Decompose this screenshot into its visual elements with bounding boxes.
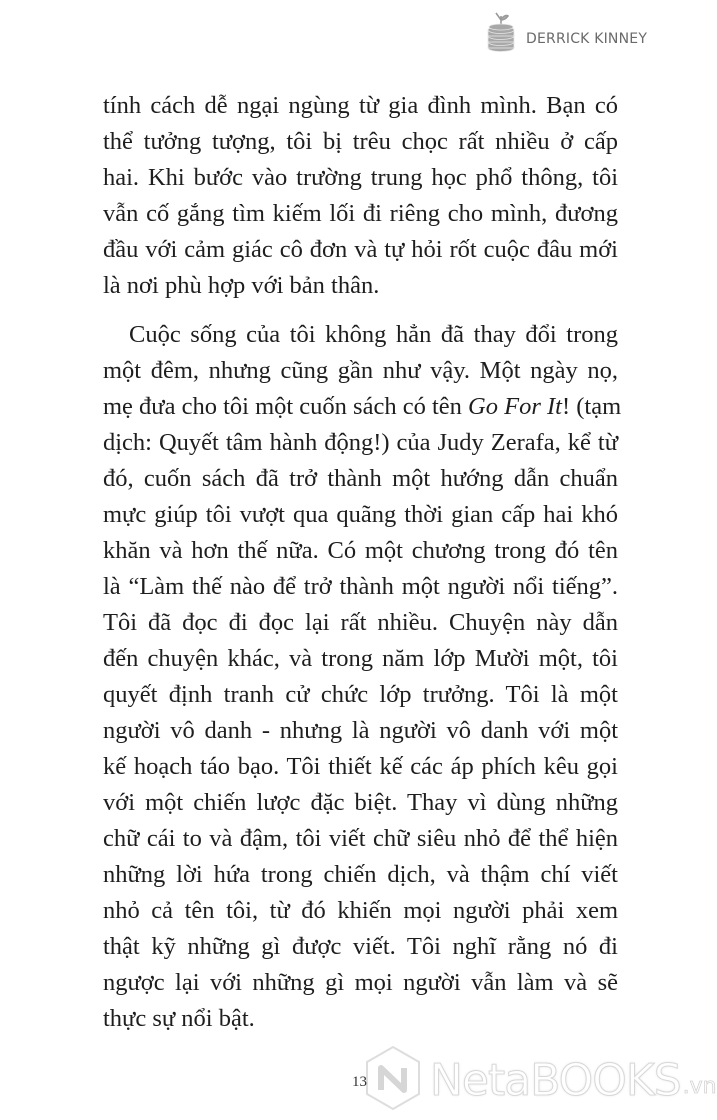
text-line: Tôi đã đọc đi đọc lại rất nhiều. Chuyện này dẫn <box>103 609 618 636</box>
watermark-brand: NetaBOOKS <box>430 1055 681 1106</box>
text-segment: ! (tạm <box>561 393 622 420</box>
text-line: đó, cuốn sách đã trở thành một hướng dẫn chuẩn <box>103 465 618 492</box>
text-line <box>103 389 622 425</box>
text-line: mực giúp tôi vượt qua quãng thời gian cấp hai khó <box>103 501 618 528</box>
watermark-suffix: .vn <box>682 1074 717 1099</box>
author-name: DERRICK KINNEY <box>526 31 648 47</box>
text-line: người vô danh - nhưng là người vô danh với một <box>103 717 618 744</box>
page-number: 13 <box>352 1074 367 1090</box>
text-segment: mẹ đưa cho tôi một cuốn sách có tên <box>103 393 469 420</box>
text-line: thật kỹ những gì được viết. Tôi nghĩ rằng nó đi <box>103 933 618 960</box>
page-body <box>103 88 622 1037</box>
text-line: chữ cái to và đậm, tôi viết chữ siêu nhỏ để thể hiện <box>103 825 618 852</box>
text-line: thể tưởng tượng, tôi bị trêu chọc rất nhiều ở cấp <box>103 128 618 155</box>
text-line: dịch: Quyết tâm hành động!) của Judy Zerafa, kể từ <box>103 429 618 456</box>
text-line: là “Làm thế nào để trở thành một người nổi tiếng”. <box>103 573 618 600</box>
text-line: kế hoạch táo bạo. Tôi thiết kế các áp phích kêu gọi <box>103 753 618 780</box>
text-line: khăn và hơn thế nữa. Có một chương trong đó tên <box>103 537 618 564</box>
coin-stack-sprout-icon <box>486 10 516 52</box>
text-line: ngược lại với những gì mọi người vẫn làm và sẽ <box>103 969 618 996</box>
paragraph-1 <box>103 88 618 304</box>
text-line: một đêm, nhưng cũng gần như vậy. Một ngày nọ, <box>103 357 618 384</box>
paragraph-2 <box>103 317 622 1037</box>
netabooks-watermark <box>364 1044 717 1117</box>
running-header <box>486 6 647 52</box>
text-line: là nơi phù hợp với bản thân. <box>103 272 380 299</box>
netabooks-logo-icon <box>364 1044 422 1117</box>
text-line: thực sự nổi bật. <box>103 1005 255 1032</box>
text-line: nhỏ cả tên tôi, từ đó khiến mọi người phải xem <box>103 897 618 924</box>
text-line: những lời hứa trong chiến dịch, và thậm chí viết <box>103 861 618 888</box>
book-title: Go For It <box>468 393 562 420</box>
text-line: đầu với cảm giác cô đơn và tự hỏi rốt cuộc đâu mới <box>103 236 618 263</box>
text-line: Cuộc sống của tôi không hẳn đã thay đổi trong <box>129 321 618 348</box>
text-line: tính cách dễ ngại ngùng từ gia đình mình. Bạn có <box>103 92 618 119</box>
text-line: quyết định tranh cử chức lớp trưởng. Tôi là một <box>103 681 618 708</box>
text-line: với một chiến lược đặc biệt. Thay vì dùng những <box>103 789 618 816</box>
text-line: đến chuyện khác, và trong năm lớp Mười một, tôi <box>103 645 618 672</box>
text-line: hai. Khi bước vào trường trung học phổ thông, tôi <box>103 164 618 191</box>
text-line: vẫn cố gắng tìm kiếm lối đi riêng cho mình, đương <box>103 200 618 227</box>
